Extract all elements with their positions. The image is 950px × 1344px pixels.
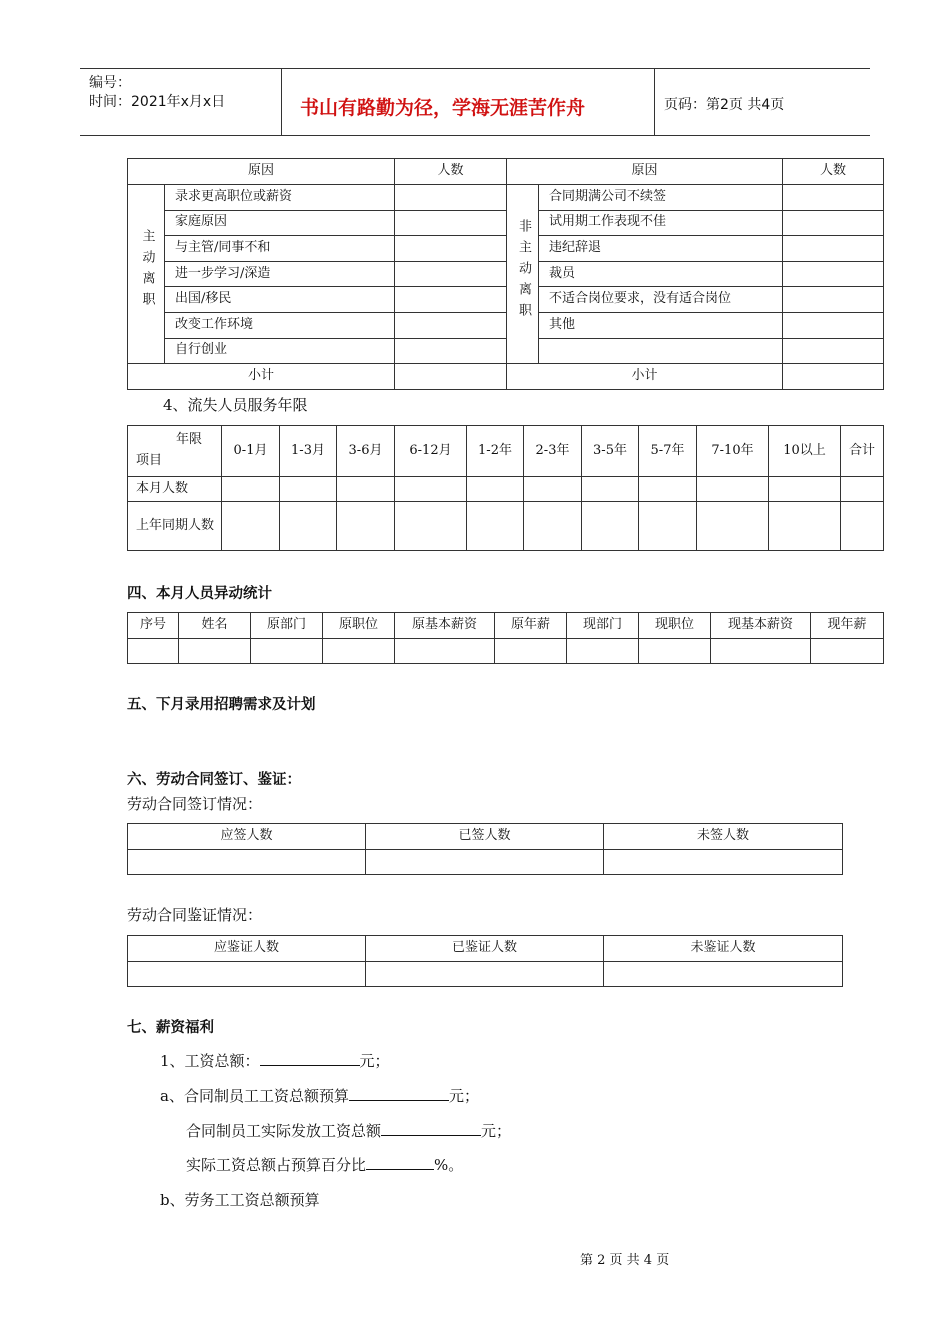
- involuntary-reason: 合同期满公司不续签: [539, 185, 783, 211]
- header-slogan: 书山有路勤为径，学海无涯苦作舟: [300, 97, 586, 119]
- value-cell[interactable]: [395, 477, 467, 502]
- year-col: 3-5年: [582, 426, 639, 477]
- value-cell[interactable]: [639, 477, 697, 502]
- value-cell[interactable]: [841, 477, 884, 502]
- total-salary-label: 1、工资总额：: [160, 1052, 260, 1070]
- voluntary-reason: 录求更高职位或薪资: [165, 185, 395, 211]
- col-header: 原职位: [323, 613, 395, 639]
- contract-sign-table: [127, 823, 843, 875]
- col-count-left: 人数: [395, 159, 507, 185]
- labor-budget-line: b、劳务工工资总额预算: [160, 1191, 320, 1209]
- involuntary-reason: 裁员: [539, 261, 783, 287]
- voluntary-label-cell: [128, 185, 165, 364]
- value-cell[interactable]: [697, 477, 769, 502]
- value-cell[interactable]: [769, 477, 841, 502]
- involuntary-reason: 其他: [539, 312, 783, 338]
- budget-percent-label: 实际工资总额占预算百分比: [186, 1156, 367, 1174]
- involuntary-reason: 试用期工作表现不佳: [539, 210, 783, 236]
- value-cell[interactable]: [524, 477, 582, 502]
- value-cell[interactable]: [811, 639, 884, 664]
- col-header: 姓名: [179, 613, 251, 639]
- col-count-right: 人数: [783, 159, 884, 185]
- value-cell[interactable]: [467, 477, 524, 502]
- document-number-label: 编号：: [89, 75, 131, 91]
- year-col: 3-6月: [337, 426, 395, 477]
- section4-title: 四、本月人员异动统计: [127, 586, 272, 602]
- contract-actual-unit: 元；: [481, 1122, 512, 1140]
- count-cell[interactable]: [783, 312, 884, 338]
- value-cell[interactable]: [222, 477, 280, 502]
- subtotal-left: 小计: [128, 364, 395, 390]
- contract-verify-label: 劳动合同鉴证情况：: [127, 906, 263, 924]
- count-cell[interactable]: [783, 210, 884, 236]
- col-reason-left: 原因: [128, 159, 395, 185]
- value-cell[interactable]: [251, 639, 323, 664]
- col-header: 原部门: [251, 613, 323, 639]
- year-col: 10以上: [769, 426, 841, 477]
- budget-percent-blank[interactable]: [366, 1154, 434, 1170]
- count-cell[interactable]: [783, 338, 884, 364]
- contract-actual-line: [186, 1120, 511, 1141]
- col-header: 现年薪: [811, 613, 884, 639]
- value-cell[interactable]: [179, 639, 251, 664]
- contract-actual-blank[interactable]: [381, 1120, 481, 1136]
- value-cell[interactable]: [582, 502, 639, 551]
- col-reason-right: 原因: [507, 159, 783, 185]
- contract-budget-unit: 元；: [448, 1087, 479, 1105]
- col-header: 原年薪: [495, 613, 567, 639]
- col-header: 现基本薪资: [711, 613, 811, 639]
- count-cell[interactable]: [395, 287, 507, 313]
- budget-percent-line: [186, 1154, 463, 1175]
- count-cell[interactable]: [783, 185, 884, 211]
- total-salary-unit: 元；: [359, 1052, 390, 1070]
- document-date: 时间：2021年x月x日: [89, 94, 226, 110]
- voluntary-reason: 改变工作环境: [165, 312, 395, 338]
- value-cell[interactable]: [495, 639, 567, 664]
- involuntary-label: 非主动离职: [515, 218, 531, 324]
- row-label: 本月人数: [128, 477, 222, 502]
- voluntary-reason: 自行创业: [165, 338, 395, 364]
- service-years-table: [127, 425, 884, 551]
- voluntary-reason: 出国/移民: [165, 287, 395, 313]
- involuntary-label-cell: [507, 185, 539, 364]
- value-cell[interactable]: [639, 639, 711, 664]
- row-label: 上年同期人数: [128, 502, 222, 551]
- count-cell[interactable]: [783, 236, 884, 262]
- year-col: 0-1月: [222, 426, 280, 477]
- involuntary-reason: 不适合岗位要求，没有适合岗位: [539, 287, 783, 313]
- count-cell[interactable]: [783, 261, 884, 287]
- year-col: 7-10年: [697, 426, 769, 477]
- contract-sign-label: 劳动合同签订情况：: [127, 795, 263, 813]
- value-cell[interactable]: [128, 639, 179, 664]
- col-header: 已签人数: [366, 824, 604, 850]
- value-cell[interactable]: [639, 502, 697, 551]
- footer-page-number: 第 2 页 共 4 页: [580, 1253, 670, 1268]
- col-header: 现职位: [639, 613, 711, 639]
- corner-cell: [128, 426, 222, 477]
- subtotal-right: 小计: [507, 364, 783, 390]
- count-cell[interactable]: [395, 312, 507, 338]
- value-cell[interactable]: [582, 477, 639, 502]
- count-cell[interactable]: [783, 287, 884, 313]
- value-cell[interactable]: [337, 477, 395, 502]
- section6-title: 六、劳动合同签订、鉴证：: [127, 772, 301, 788]
- contract-budget-label: a、合同制员工工资总额预算: [160, 1087, 349, 1105]
- col-header: 应鉴证人数: [128, 936, 366, 962]
- voluntary-reason: 家庭原因: [165, 210, 395, 236]
- col-header: 已鉴证人数: [366, 936, 604, 962]
- col-header: 应签人数: [128, 824, 366, 850]
- value-cell[interactable]: [366, 850, 604, 875]
- value-cell[interactable]: [467, 502, 524, 551]
- service-years-title: 4、流失人员服务年限: [163, 396, 308, 414]
- voluntary-reason: 进一步学习/深造: [165, 261, 395, 287]
- count-cell[interactable]: [395, 236, 507, 262]
- section7-title: 七、薪资福利: [127, 1020, 214, 1036]
- corner-bottom: 项目: [136, 453, 163, 468]
- value-cell[interactable]: [323, 639, 395, 664]
- value-cell[interactable]: [524, 502, 582, 551]
- col-header: 序号: [128, 613, 179, 639]
- col-header: 未签人数: [604, 824, 843, 850]
- personnel-change-table: [127, 612, 884, 664]
- leave-reasons-table: [127, 158, 884, 390]
- voluntary-label: 主动离职: [139, 229, 155, 314]
- value-cell[interactable]: [395, 639, 495, 664]
- contract-actual-label: 合同制员工实际发放工资总额: [186, 1122, 382, 1140]
- col-header: 原基本薪资: [395, 613, 495, 639]
- total-salary-line: [160, 1050, 390, 1071]
- col-header: 未鉴证人数: [604, 936, 843, 962]
- contract-budget-line: [160, 1085, 479, 1106]
- page-info: 页码：第2页 共4页: [664, 97, 785, 113]
- value-cell[interactable]: [337, 502, 395, 551]
- year-col: 1-3月: [280, 426, 337, 477]
- total-salary-blank[interactable]: [260, 1050, 360, 1066]
- value-cell[interactable]: [128, 962, 366, 987]
- year-col: 6-12月: [395, 426, 467, 477]
- subtotal-count-right[interactable]: [783, 364, 884, 390]
- value-cell[interactable]: [280, 477, 337, 502]
- year-col: 5-7年: [639, 426, 697, 477]
- count-cell[interactable]: [395, 261, 507, 287]
- value-cell[interactable]: [128, 850, 366, 875]
- section5-title: 五、下月录用招聘需求及计划: [127, 697, 316, 713]
- subtotal-count-left[interactable]: [395, 364, 507, 390]
- value-cell[interactable]: [366, 962, 604, 987]
- year-col: 1-2年: [467, 426, 524, 477]
- value-cell[interactable]: [711, 639, 811, 664]
- contract-budget-blank[interactable]: [349, 1085, 449, 1101]
- voluntary-reason: 与主管/同事不和: [165, 236, 395, 262]
- value-cell[interactable]: [604, 850, 843, 875]
- year-col: 合计: [841, 426, 884, 477]
- count-cell[interactable]: [395, 338, 507, 364]
- count-cell[interactable]: [395, 210, 507, 236]
- involuntary-reason: [539, 338, 783, 364]
- value-cell[interactable]: [395, 502, 467, 551]
- value-cell[interactable]: [697, 502, 769, 551]
- value-cell[interactable]: [604, 962, 843, 987]
- budget-percent-unit: %。: [434, 1156, 464, 1174]
- value-cell[interactable]: [841, 502, 884, 551]
- contract-verify-table: [127, 935, 843, 987]
- count-cell[interactable]: [395, 185, 507, 211]
- value-cell[interactable]: [769, 502, 841, 551]
- value-cell[interactable]: [567, 639, 639, 664]
- col-header: 现部门: [567, 613, 639, 639]
- value-cell[interactable]: [280, 502, 337, 551]
- value-cell[interactable]: [222, 502, 280, 551]
- year-col: 2-3年: [524, 426, 582, 477]
- corner-top: 年限: [176, 432, 203, 448]
- involuntary-reason: 违纪辞退: [539, 236, 783, 262]
